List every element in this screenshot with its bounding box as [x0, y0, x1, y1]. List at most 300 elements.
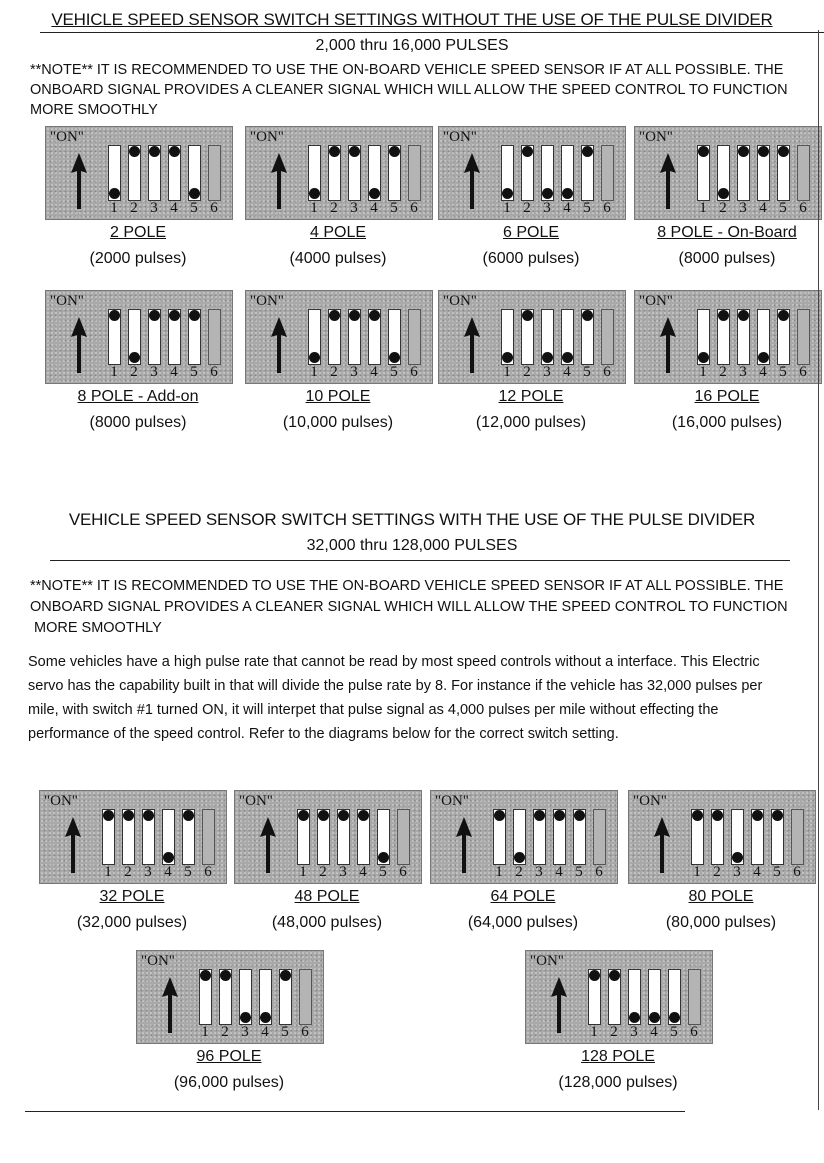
up-arrow-icon: [461, 315, 483, 375]
pulse-count: (6000 pulses): [482, 250, 580, 267]
switch-slot-1: [501, 309, 514, 365]
switch-off-knob: [562, 188, 573, 199]
switch-number: 1: [310, 364, 318, 380]
up-arrow-icon: [548, 975, 570, 1035]
switch-slot-3: [148, 309, 161, 365]
switch-slot-1: [493, 809, 506, 865]
switch-number: 4: [359, 864, 367, 880]
switch-on-knob: [358, 810, 369, 821]
switch-slot-2: [128, 309, 141, 365]
switch-number: 3: [535, 864, 543, 880]
switch-slot-4: [357, 809, 370, 865]
switch-number: 3: [739, 200, 747, 216]
switch-slot-6: [202, 809, 215, 865]
switch-on-knob: [298, 810, 309, 821]
switch-on-knob: [349, 146, 360, 157]
switch-slot-4: [368, 145, 381, 201]
switch-number: 2: [319, 864, 327, 880]
switch-slot-5: [188, 145, 201, 201]
switch-number: 5: [583, 364, 591, 380]
switch-number: 4: [555, 864, 563, 880]
switch-number: 2: [130, 364, 138, 380]
up-arrow-icon: [657, 315, 679, 375]
switch-slot-1: [588, 969, 601, 1025]
note-line: **NOTE** IT IS RECOMMENDED TO USE THE ON-BOARD VEHICLE SPEED SENSOR IF AT ALL POSSIBLE. THE: [30, 62, 784, 78]
switch-number: 5: [190, 364, 198, 380]
switch-number: 2: [130, 200, 138, 216]
switch-on-knob: [778, 146, 789, 157]
switch-slot-1: [102, 809, 115, 865]
on-label: "ON": [443, 293, 477, 309]
pole-label: 128 POLE: [581, 1048, 655, 1065]
switch-slot-2: [122, 809, 135, 865]
switch-slot-3: [737, 145, 750, 201]
on-label: "ON": [141, 953, 175, 969]
switch-number: 5: [670, 1024, 678, 1040]
right-edge-rule: [818, 30, 819, 1110]
switch-number: 3: [339, 864, 347, 880]
switch-on-knob: [329, 310, 340, 321]
switch-slot-2: [521, 145, 534, 201]
switch-slot-6: [397, 809, 410, 865]
switch-number: 3: [543, 364, 551, 380]
pulse-count: (12,000 pulses): [475, 414, 587, 431]
switch-slot-2: [219, 969, 232, 1025]
on-label: "ON": [633, 793, 667, 809]
dip-switch-diagram: [438, 290, 626, 384]
up-arrow-icon: [68, 151, 90, 211]
switch-off-knob: [129, 352, 140, 363]
switch-slot-4: [757, 309, 770, 365]
switch-number: 6: [603, 200, 611, 216]
switch-number: 4: [759, 364, 767, 380]
switch-slot-6: [791, 809, 804, 865]
switch-number: 1: [310, 200, 318, 216]
switch-number: 2: [719, 364, 727, 380]
switch-slot-3: [142, 809, 155, 865]
switch-slot-4: [259, 969, 272, 1025]
switch-slot-4: [561, 309, 574, 365]
pulse-count: (8000 pulses): [678, 250, 776, 267]
switch-slot-4: [368, 309, 381, 365]
switch-number: 1: [503, 200, 511, 216]
pulse-count: (10,000 pulses): [282, 414, 394, 431]
switch-slot-5: [188, 309, 201, 365]
switch-off-knob: [378, 852, 389, 863]
switch-number: 3: [350, 200, 358, 216]
switch-slot-4: [168, 309, 181, 365]
switch-slot-1: [199, 969, 212, 1025]
switch-number: 1: [299, 864, 307, 880]
switch-slot-6: [208, 145, 221, 201]
switch-number: 2: [124, 864, 132, 880]
switch-off-knob: [698, 352, 709, 363]
note-line: ONBOARD SIGNAL PROVIDES A CLEANER SIGNAL WHICH WILL ALLOW THE SPEED CONTROL TO FUNCTION: [30, 599, 788, 615]
note-line: MORE SMOOTHLY: [34, 620, 162, 636]
dip-switch-diagram: [634, 290, 822, 384]
switch-number: 4: [261, 1024, 269, 1040]
switch-number: 4: [170, 200, 178, 216]
switch-on-knob: [169, 310, 180, 321]
pulse-count: (96,000 pulses): [173, 1074, 285, 1091]
switch-slot-1: [697, 309, 710, 365]
pole-label: 2 POLE: [109, 224, 167, 241]
dip-switch-diagram: [136, 950, 324, 1044]
switch-slot-2: [711, 809, 724, 865]
switch-number: 6: [799, 364, 807, 380]
dip-switch-diagram: [634, 126, 822, 220]
up-arrow-icon: [461, 151, 483, 211]
switch-slot-6: [601, 309, 614, 365]
switch-on-knob: [149, 146, 160, 157]
switch-slot-5: [388, 309, 401, 365]
switch-slot-3: [148, 145, 161, 201]
switch-on-knob: [778, 310, 789, 321]
switch-slot-2: [513, 809, 526, 865]
switch-off-knob: [502, 352, 513, 363]
up-arrow-icon: [68, 315, 90, 375]
switch-on-knob: [389, 146, 400, 157]
switch-on-knob: [522, 310, 533, 321]
switch-number: 5: [379, 864, 387, 880]
section1-subtitle: 2,000 thru 16,000 PULSES: [315, 37, 509, 54]
switch-slot-5: [668, 969, 681, 1025]
switch-number: 3: [150, 200, 158, 216]
on-label: "ON": [435, 793, 469, 809]
pulse-count: (8000 pulses): [89, 414, 187, 431]
paragraph-line: performance of the speed control. Refer to the diagrams below for the correct switch setting.: [28, 726, 619, 742]
dip-switch-diagram: [438, 126, 626, 220]
switch-off-knob: [189, 188, 200, 199]
divider: [50, 560, 790, 561]
bottom-rule: [25, 1111, 685, 1112]
switch-number: 3: [733, 864, 741, 880]
switch-number: 4: [164, 864, 172, 880]
switch-slot-3: [628, 969, 641, 1025]
up-arrow-icon: [257, 815, 279, 875]
switch-off-knob: [369, 188, 380, 199]
switch-number: 5: [190, 200, 198, 216]
switch-number: 6: [603, 364, 611, 380]
switch-number: 2: [221, 1024, 229, 1040]
up-arrow-icon: [657, 151, 679, 211]
switch-off-knob: [649, 1012, 660, 1023]
switch-on-knob: [692, 810, 703, 821]
up-arrow-icon: [268, 151, 290, 211]
switch-slot-1: [691, 809, 704, 865]
on-label: "ON": [250, 129, 284, 145]
note-line: MORE SMOOTHLY: [30, 102, 158, 118]
switch-number: 4: [650, 1024, 658, 1040]
switch-number: 3: [739, 364, 747, 380]
switch-slot-4: [648, 969, 661, 1025]
switch-slot-6: [408, 145, 421, 201]
switch-on-knob: [758, 146, 769, 157]
dip-switch-diagram: [45, 126, 233, 220]
dip-switch-diagram: [525, 950, 713, 1044]
pole-label: 16 POLE: [694, 388, 760, 405]
switch-slot-1: [697, 145, 710, 201]
switch-on-knob: [183, 810, 194, 821]
paragraph-line: Some vehicles have a high pulse rate that cannot be read by most speed controls without a interface. This Electric: [28, 654, 760, 670]
switch-on-knob: [318, 810, 329, 821]
on-label: "ON": [44, 793, 78, 809]
switch-slot-2: [328, 145, 341, 201]
switch-on-knob: [522, 146, 533, 157]
switch-slot-6: [688, 969, 701, 1025]
switch-on-knob: [554, 810, 565, 821]
switch-slot-6: [593, 809, 606, 865]
switch-number: 1: [110, 364, 118, 380]
switch-slot-6: [797, 309, 810, 365]
on-label: "ON": [50, 129, 84, 145]
note-line: ONBOARD SIGNAL PROVIDES A CLEANER SIGNAL WHICH WILL ALLOW THE SPEED CONTROL TO FUNCTION: [30, 82, 788, 98]
switch-on-knob: [574, 810, 585, 821]
switch-off-knob: [309, 352, 320, 363]
pole-label: 12 POLE: [498, 388, 564, 405]
switch-slot-2: [608, 969, 621, 1025]
pole-label: 64 POLE: [490, 888, 556, 905]
switch-on-knob: [143, 810, 154, 821]
section2-paragraph: [28, 650, 824, 746]
switch-slot-6: [601, 145, 614, 201]
switch-number: 6: [690, 1024, 698, 1040]
pulse-count: (64,000 pulses): [467, 914, 579, 931]
paragraph-line: mile, with switch #1 turned ON, it will interpet that pulse signal as 4,000 pulses per mile without effecting the: [28, 702, 719, 718]
switch-slot-3: [541, 309, 554, 365]
switch-number: 6: [410, 200, 418, 216]
switch-number: 1: [503, 364, 511, 380]
pulse-count: (4000 pulses): [289, 250, 387, 267]
switch-number: 1: [104, 864, 112, 880]
switch-slot-4: [162, 809, 175, 865]
switch-number: 6: [210, 364, 218, 380]
on-label: "ON": [639, 129, 673, 145]
switch-on-knob: [149, 310, 160, 321]
switch-slot-1: [297, 809, 310, 865]
switch-number: 5: [575, 864, 583, 880]
switch-on-knob: [589, 970, 600, 981]
switch-number: 6: [595, 864, 603, 880]
pulse-count: (128,000 pulses): [558, 1074, 678, 1091]
pulse-count: (48,000 pulses): [271, 914, 383, 931]
switch-slot-3: [348, 145, 361, 201]
switch-number: 5: [779, 200, 787, 216]
switch-on-knob: [169, 146, 180, 157]
switch-slot-3: [348, 309, 361, 365]
pole-label: 10 POLE: [305, 388, 371, 405]
switch-number: 6: [793, 864, 801, 880]
pulse-count: (32,000 pulses): [76, 914, 188, 931]
switch-on-knob: [582, 146, 593, 157]
switch-slot-5: [279, 969, 292, 1025]
switch-on-knob: [349, 310, 360, 321]
switch-number: 4: [563, 200, 571, 216]
switch-slot-6: [797, 145, 810, 201]
switch-slot-3: [541, 145, 554, 201]
switch-off-knob: [629, 1012, 640, 1023]
pole-label: 8 POLE - Add-on: [77, 388, 199, 405]
switch-on-knob: [109, 310, 120, 321]
switch-slot-4: [757, 145, 770, 201]
up-arrow-icon: [268, 315, 290, 375]
switch-number: 2: [523, 200, 531, 216]
pole-label: 32 POLE: [99, 888, 165, 905]
switch-off-knob: [669, 1012, 680, 1023]
pole-label: 80 POLE: [688, 888, 754, 905]
switch-slot-2: [717, 309, 730, 365]
switch-slot-5: [581, 145, 594, 201]
switch-slot-5: [388, 145, 401, 201]
switch-on-knob: [582, 310, 593, 321]
switch-number: 4: [370, 200, 378, 216]
switch-slot-5: [377, 809, 390, 865]
switch-number: 2: [515, 864, 523, 880]
switch-on-knob: [752, 810, 763, 821]
switch-number: 6: [210, 200, 218, 216]
section2-subtitle: 32,000 thru 128,000 PULSES: [306, 537, 518, 554]
paragraph-line: servo has the capability built in that will divide the pulse rate by 8. For instance if the vehicle has 32,000 pulses per: [28, 678, 763, 694]
switch-number: 1: [699, 200, 707, 216]
switch-slot-1: [308, 309, 321, 365]
switch-number: 2: [523, 364, 531, 380]
dip-switch-diagram: [45, 290, 233, 384]
pulse-count: (2000 pulses): [89, 250, 187, 267]
switch-on-knob: [189, 310, 200, 321]
switch-on-knob: [534, 810, 545, 821]
switch-off-knob: [109, 188, 120, 199]
on-label: "ON": [443, 129, 477, 145]
switch-on-knob: [738, 146, 749, 157]
switch-slot-5: [771, 809, 784, 865]
switch-on-knob: [698, 146, 709, 157]
switch-off-knob: [758, 352, 769, 363]
switch-number: 4: [753, 864, 761, 880]
up-arrow-icon: [62, 815, 84, 875]
switch-number: 3: [150, 364, 158, 380]
switch-number: 1: [590, 1024, 598, 1040]
switch-number: 5: [390, 364, 398, 380]
switch-slot-2: [328, 309, 341, 365]
switch-number: 5: [184, 864, 192, 880]
switch-number: 6: [799, 200, 807, 216]
pulse-count: (16,000 pulses): [671, 414, 783, 431]
switch-number: 4: [563, 364, 571, 380]
up-arrow-icon: [453, 815, 475, 875]
switch-slot-4: [751, 809, 764, 865]
switch-slot-2: [317, 809, 330, 865]
switch-off-knob: [718, 188, 729, 199]
dip-switch-diagram: [245, 126, 433, 220]
switch-off-knob: [240, 1012, 251, 1023]
switch-number: 1: [699, 364, 707, 380]
switch-slot-3: [533, 809, 546, 865]
switch-on-knob: [200, 970, 211, 981]
switch-on-knob: [220, 970, 231, 981]
switch-number: 4: [170, 364, 178, 380]
switch-off-knob: [309, 188, 320, 199]
switch-slot-1: [501, 145, 514, 201]
switch-number: 6: [399, 864, 407, 880]
switch-slot-3: [731, 809, 744, 865]
switch-number: 5: [583, 200, 591, 216]
switch-number: 1: [495, 864, 503, 880]
dip-switch-diagram: [39, 790, 227, 884]
switch-number: 1: [693, 864, 701, 880]
switch-slot-5: [777, 309, 790, 365]
switch-number: 2: [610, 1024, 618, 1040]
switch-slot-1: [308, 145, 321, 201]
switch-slot-3: [737, 309, 750, 365]
switch-slot-6: [408, 309, 421, 365]
switch-number: 6: [204, 864, 212, 880]
switch-on-knob: [329, 146, 340, 157]
switch-slot-6: [208, 309, 221, 365]
dip-switch-diagram: [234, 790, 422, 884]
switch-number: 6: [301, 1024, 309, 1040]
switch-off-knob: [562, 352, 573, 363]
switch-on-knob: [494, 810, 505, 821]
switch-number: 2: [330, 200, 338, 216]
switch-slot-4: [168, 145, 181, 201]
dip-switch-diagram: [628, 790, 816, 884]
switch-on-knob: [338, 810, 349, 821]
switch-slot-3: [239, 969, 252, 1025]
switch-slot-1: [108, 145, 121, 201]
switch-on-knob: [712, 810, 723, 821]
switch-number: 3: [630, 1024, 638, 1040]
switch-number: 2: [330, 364, 338, 380]
switch-off-knob: [163, 852, 174, 863]
pole-label: 8 POLE - On-Board: [657, 224, 797, 241]
switch-slot-5: [581, 309, 594, 365]
switch-number: 5: [773, 864, 781, 880]
switch-slot-1: [108, 309, 121, 365]
switch-number: 5: [779, 364, 787, 380]
pole-label: 6 POLE: [502, 224, 560, 241]
switch-slot-5: [573, 809, 586, 865]
switch-slot-6: [299, 969, 312, 1025]
switch-slot-2: [521, 309, 534, 365]
section1-title: VEHICLE SPEED SENSOR SWITCH SETTINGS WITHOUT THE USE OF THE PULSE DIVIDER: [51, 10, 773, 29]
switch-on-knob: [369, 310, 380, 321]
dip-switch-diagram: [430, 790, 618, 884]
switch-on-knob: [772, 810, 783, 821]
pulse-count: (80,000 pulses): [665, 914, 777, 931]
switch-number: 1: [201, 1024, 209, 1040]
switch-on-knob: [129, 146, 140, 157]
pole-label: 96 POLE: [196, 1048, 262, 1065]
switch-off-knob: [502, 188, 513, 199]
switch-off-knob: [389, 352, 400, 363]
switch-number: 6: [410, 364, 418, 380]
on-label: "ON": [530, 953, 564, 969]
section2-title: VEHICLE SPEED SENSOR SWITCH SETTINGS WITH THE USE OF THE PULSE DIVIDER: [68, 510, 756, 529]
switch-off-knob: [542, 352, 553, 363]
switch-number: 3: [241, 1024, 249, 1040]
switch-slot-2: [717, 145, 730, 201]
switch-number: 2: [713, 864, 721, 880]
switch-on-knob: [280, 970, 291, 981]
switch-slot-4: [561, 145, 574, 201]
section2-note: [30, 576, 824, 639]
switch-number: 4: [370, 364, 378, 380]
switch-slot-2: [128, 145, 141, 201]
switch-off-knob: [732, 852, 743, 863]
switch-number: 2: [719, 200, 727, 216]
on-label: "ON": [250, 293, 284, 309]
on-label: "ON": [639, 293, 673, 309]
